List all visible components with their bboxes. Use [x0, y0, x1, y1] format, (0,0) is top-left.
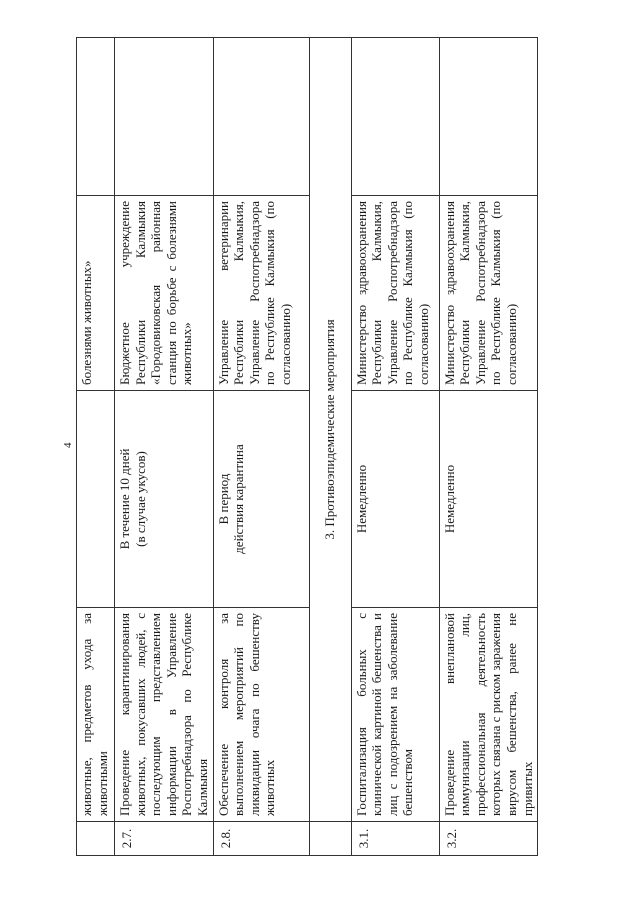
rotated-page-content [76, 38, 535, 856]
action-cell: животные, предметов ухода за животными [77, 608, 115, 822]
term-line: (в случае укусов) [132, 451, 148, 547]
row-number-cell: 3.2. [439, 822, 538, 856]
action-cell: Проведение карантинирования животных, покусавших людей, с последующим представлением информации в Управление Роспотребнадзора по Республике Калмыкия [115, 608, 214, 822]
action-cell: Проведение внеплановой иммунизации лиц, профессиональная деятельность которых связана с риском заражения вирусом бешенства, ранее не привитых [439, 608, 538, 822]
term-cell [351, 391, 439, 608]
action-cell: Обеспечение контроля за выполнением мероприятий по ликвидации очага по бешенству животных [213, 608, 309, 822]
term-cell [213, 391, 309, 608]
executor-cell: Бюджетное учреждение Республики Калмыкия «Городовиковская районная станция по борьбе с болезнями животных» [115, 196, 214, 391]
action-cell: Госпитализация больных с клинической картиной бешенства и лиц с подозрением на заболевание бешенством [351, 608, 439, 822]
table-row [351, 38, 439, 856]
notes-cell [77, 38, 115, 196]
executor-cell: Министерство здравоохранения Республики Калмыкия, Управление Роспотребнадзора по Республике Калмыкия (по согласованию) [351, 196, 439, 391]
section-header-row [309, 38, 351, 856]
term-cell [115, 391, 214, 608]
notes-cell [213, 38, 309, 196]
table-row [115, 38, 214, 856]
term-cell [77, 391, 115, 608]
term-line: действия карантина [231, 444, 247, 554]
term-cell [439, 391, 538, 608]
executor-cell: Управление ветеринарии Республики Калмыкия, Управление Роспотребнадзора по Республике Калмыкия (по согласованию) [213, 196, 309, 391]
term-line: В период [215, 473, 231, 525]
term-line: Немедленно [441, 464, 457, 534]
notes-cell [115, 38, 214, 196]
notes-cell [439, 38, 538, 196]
row-number-cell [309, 822, 351, 856]
measures-table [76, 37, 538, 856]
row-number-cell: 2.8. [213, 822, 309, 856]
row-number-cell: 2.7. [115, 822, 214, 856]
executor-cell: болезнями животных» [77, 196, 115, 391]
executor-cell: Министерство здравоохранения Республики Калмыкия, Управление Роспотребнадзора по Республике Калмыкия (по согласованию) [439, 196, 538, 391]
table-row-continuation [77, 38, 115, 856]
table-row [439, 38, 538, 856]
row-number-cell: 3.1. [351, 822, 439, 856]
page-number: 4 [62, 442, 74, 448]
row-number-cell [77, 822, 115, 856]
section-title: 3. Противоэпидемические мероприятия [309, 38, 351, 822]
table-row [213, 38, 309, 856]
term-line: Немедленно [353, 464, 369, 534]
notes-cell [351, 38, 439, 196]
term-line: В течение 10 дней [117, 448, 132, 550]
